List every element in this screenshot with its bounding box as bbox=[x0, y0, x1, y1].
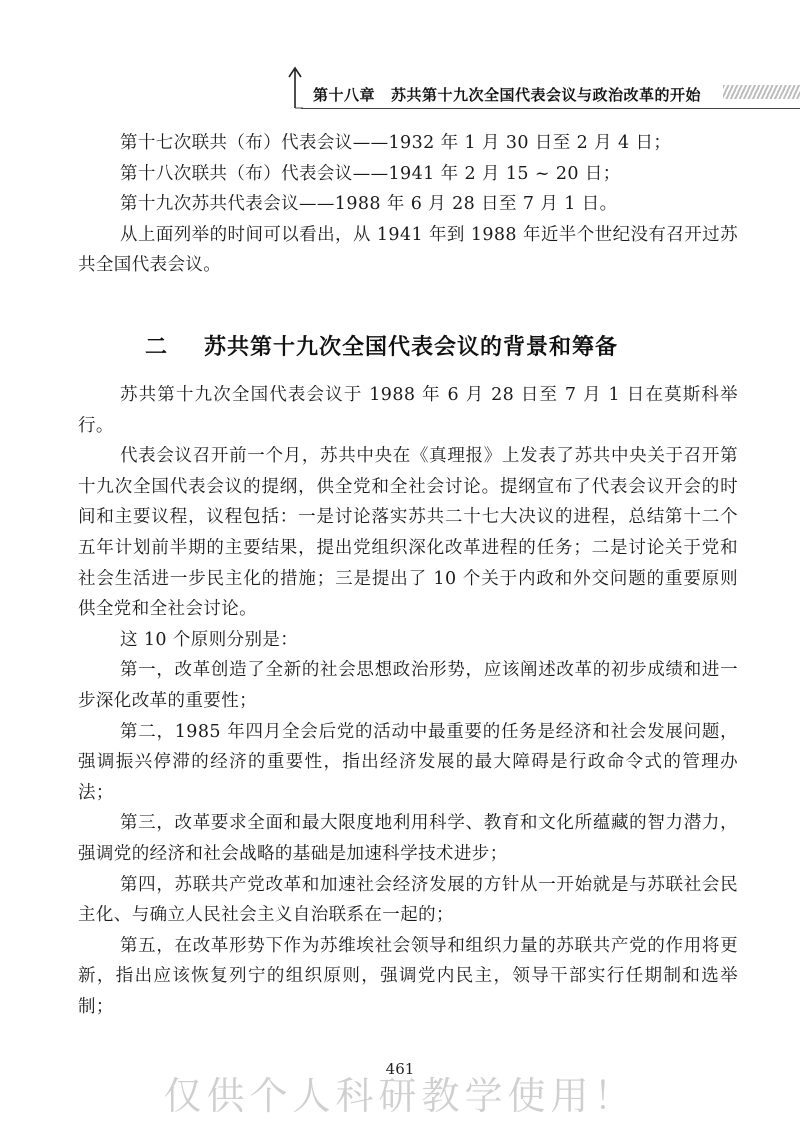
paragraph: 从上面列举的时间可以看出，从 1941 年到 1988 年近半个世纪没有召开过苏共全国代表会议。 bbox=[78, 224, 738, 276]
paragraph: 第四，苏联共产党改革和加速社会经济发展的方针从一开始就是与苏联社会民主化、与确立人民社会主义自治联系在一起的； bbox=[78, 874, 738, 926]
paragraph: 代表会议召开前一个月，苏共中央在《真理报》上发表了苏共中央关于召开第十九次全国代表会议的提纲，供全党和全社会讨论。提纲宣布了代表会议开会的时间和主要议程，议程包括：一是讨论落实苏共二十七大决议的进程，总结第十二个五年计划前半期的主要结果，提出党组织深化改革进程的任务；二是讨论关于党和社会生活进一步民主化的措施；三是提出了 10 个关于内政和外交问题的重要原则供全党和全社会讨论。 bbox=[78, 446, 738, 620]
running-header bbox=[283, 62, 800, 108]
header-rule bbox=[301, 108, 800, 109]
paragraph: 苏共第十九次全国代表会议于 1988 年 6 月 28 日至 7 月 1 日在莫斯科举行。 bbox=[78, 385, 738, 436]
intro-text bbox=[78, 128, 738, 281]
section-heading bbox=[145, 330, 618, 361]
paragraph: 第十七次联共（布）代表会议——1932 年 1 月 30 日至 2 月 4 日； bbox=[120, 133, 672, 153]
paragraph: 第五，在改革形势下作为苏维埃社会领导和组织力量的苏联共产党的作用将更新，指出应该恢复列宁的组织原则，强调党内民主，领导干部实行任期制和选举制； bbox=[78, 935, 738, 1017]
paragraph: 第十八次联共（布）代表会议——1941 年 2 月 15 ~ 20 日； bbox=[120, 163, 621, 184]
paragraph: 第三，改革要求全面和最大限度地利用科学、教育和文化所蕴藏的智力潜力，强调党的经济和社会战略的基础是加速科学技术进步； bbox=[78, 813, 738, 864]
header-hatch-decoration bbox=[723, 85, 800, 99]
header-title bbox=[313, 84, 701, 105]
watermark: 仅供个人科研教学使用！ bbox=[163, 1074, 637, 1118]
paragraph: 第十九次苏共代表会议——1988 年 6 月 28 日至 7 月 1 日。 bbox=[120, 194, 618, 215]
section-number: 二 bbox=[145, 335, 169, 360]
paragraph: 这 10 个原则分别是： bbox=[120, 629, 299, 650]
chapter-title: 苏共第十九次全国代表会议与政治改革的开始 bbox=[391, 86, 702, 104]
section-title: 苏共第十九次全国代表会议的背景和筹备 bbox=[204, 335, 619, 360]
paragraph: 第二，1985 年四月全会后党的活动中最重要的任务是经济和社会发展问题，强调振兴停滞的经济的重要性，指出经济发展的最大障碍是行政命令式的管理办法； bbox=[78, 721, 738, 803]
paragraph: 第一，改革创造了全新的社会思想政治形势，应该阐述改革的初步成绩和进一步深化改革的重要性； bbox=[78, 660, 738, 711]
body-text bbox=[78, 380, 738, 1022]
page-number: 461 bbox=[385, 1060, 415, 1078]
chapter-label: 第十八章 bbox=[313, 86, 376, 104]
